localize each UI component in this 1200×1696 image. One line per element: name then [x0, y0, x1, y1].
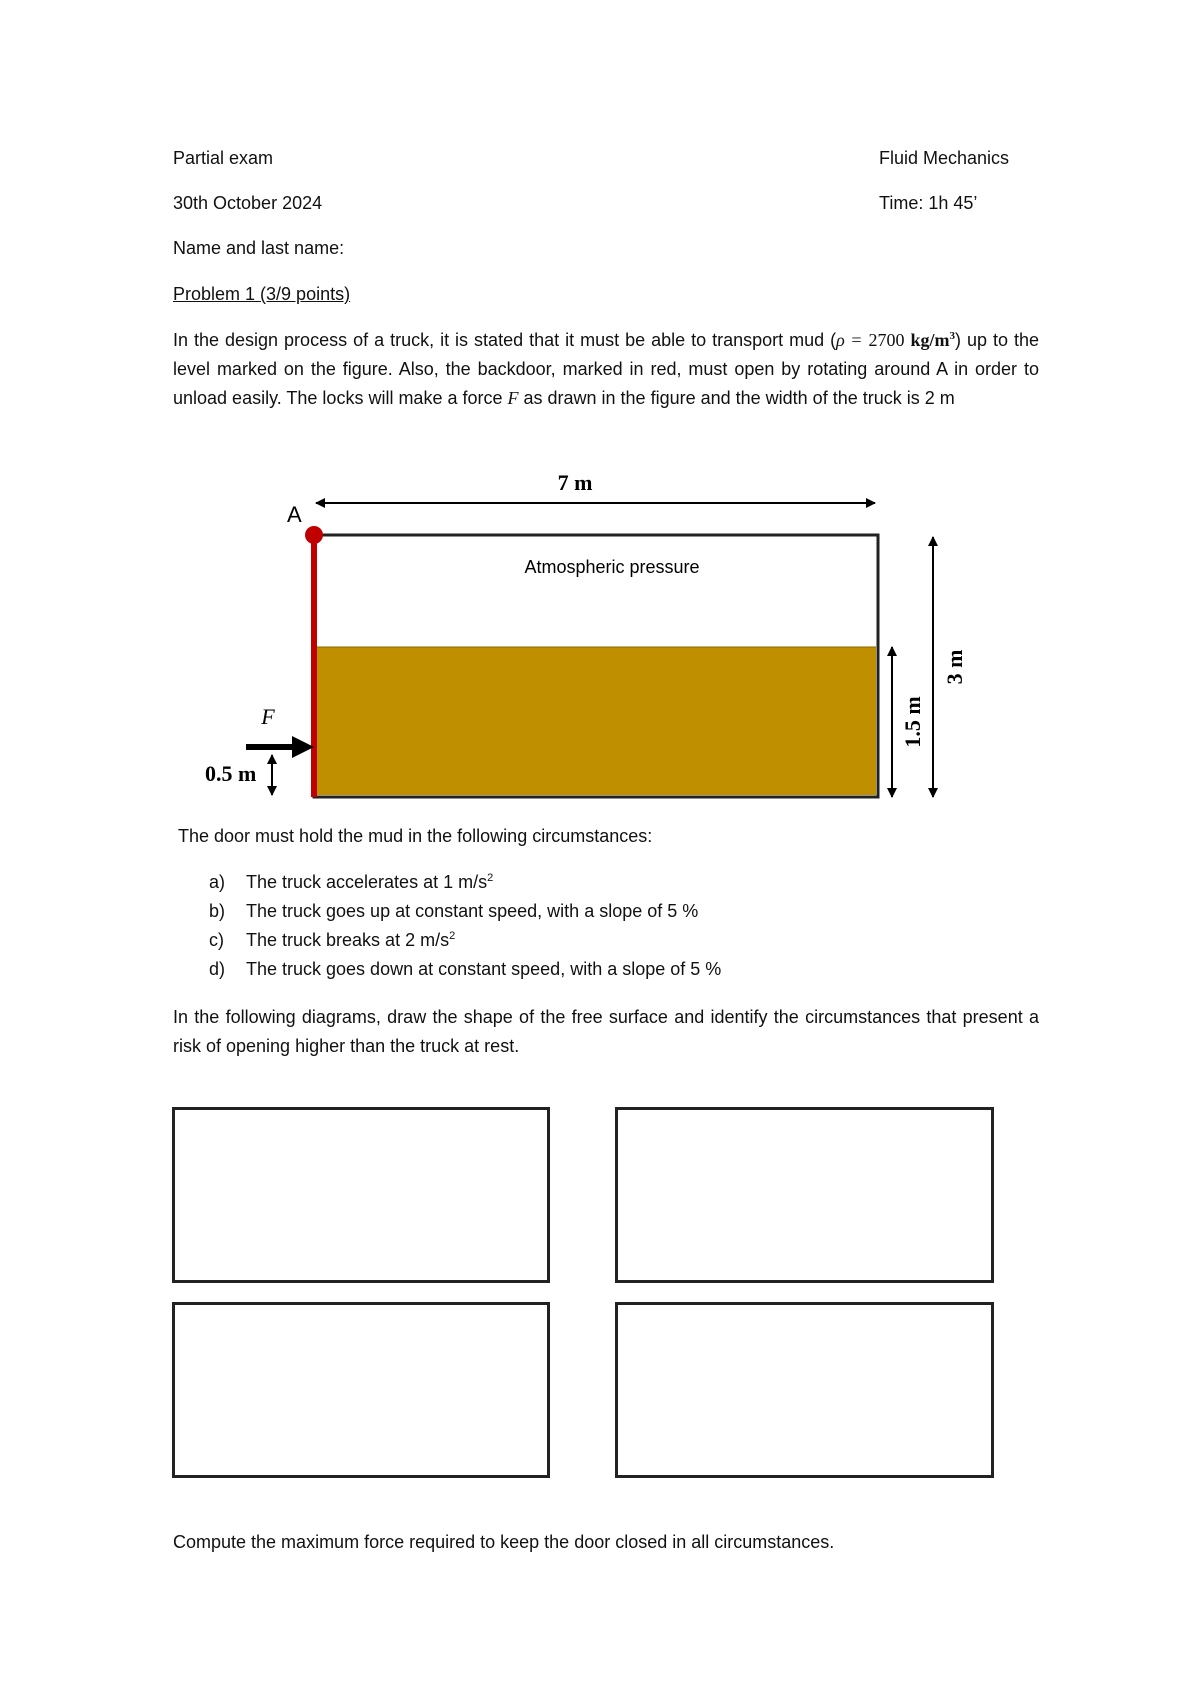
exam-type: Partial exam — [173, 148, 274, 168]
problem-title: Problem 1 (3/9 points) — [173, 284, 351, 304]
subject: Fluid Mechanics — [879, 148, 1010, 168]
exam-date: 30th October 2024 — [173, 193, 323, 213]
list-item — [209, 926, 721, 955]
list-item — [209, 955, 721, 984]
list-text: The truck goes up at constant speed, with a slope of 5 % — [246, 901, 699, 921]
list-letter: a) — [209, 872, 226, 892]
hinge-label: A — [287, 502, 302, 527]
force-height-label: 0.5 m — [205, 761, 257, 786]
name-label: Name and last name: — [173, 238, 345, 258]
intro-part-3: as drawn in the figure and the width of the truck is 2 m — [518, 388, 955, 408]
mud-level-label: 1.5 m — [900, 696, 925, 748]
list-letter: d) — [209, 959, 226, 979]
rho-value: 2700 — [868, 330, 905, 350]
diagram-instructions: In the following diagrams, draw the shape of the free surface and identify the circumstances that present a risk of opening higher than the truck at rest. — [173, 1007, 1039, 1056]
answer-box-3[interactable] — [172, 1302, 550, 1478]
list-letter: b) — [209, 901, 226, 921]
force-label: F — [261, 704, 275, 729]
rho-unit: kg/m — [910, 330, 950, 350]
circumstances-intro: The door must hold the mud in the following circumstances: — [178, 826, 653, 846]
force-symbol: F — [507, 388, 519, 408]
circumstances-list — [209, 868, 721, 984]
hinge-point-a — [305, 526, 323, 544]
answer-box-1[interactable] — [172, 1107, 550, 1283]
rho-symbol: ρ = — [836, 330, 863, 350]
intro-part-2: ) up to the level marked on the figure. Also, the backdoor, marked in red, must open by rotating around A in order to unload easily. The locks will make a force — [173, 330, 1039, 408]
intro-part-1: In the design process of a truck, it is stated that it must be able to transport mud ( — [173, 330, 837, 350]
atmospheric-label: Atmospheric pressure — [524, 557, 700, 577]
list-letter: c) — [209, 930, 224, 950]
exam-time: Time: 1h 45’ — [879, 193, 978, 213]
list-item — [209, 868, 721, 897]
final-question: Compute the maximum force required to keep the door closed in all circumstances. — [173, 1532, 835, 1552]
mud-fill — [316, 647, 876, 795]
list-text: The truck accelerates at 1 m/s — [246, 872, 488, 892]
list-text: The truck goes down at constant speed, with a slope of 5 % — [246, 959, 722, 979]
answer-box-4[interactable] — [615, 1302, 994, 1478]
list-item — [209, 897, 721, 926]
force-arrow-head — [292, 736, 314, 758]
list-sup: 2 — [449, 930, 456, 942]
list-text: The truck breaks at 2 m/s — [246, 930, 450, 950]
list-sup: 2 — [487, 872, 494, 884]
answer-box-2[interactable] — [615, 1107, 994, 1283]
width-label: 7 m — [557, 470, 593, 495]
rho-exponent: 3 — [949, 330, 955, 342]
total-height-label: 3 m — [942, 649, 967, 685]
